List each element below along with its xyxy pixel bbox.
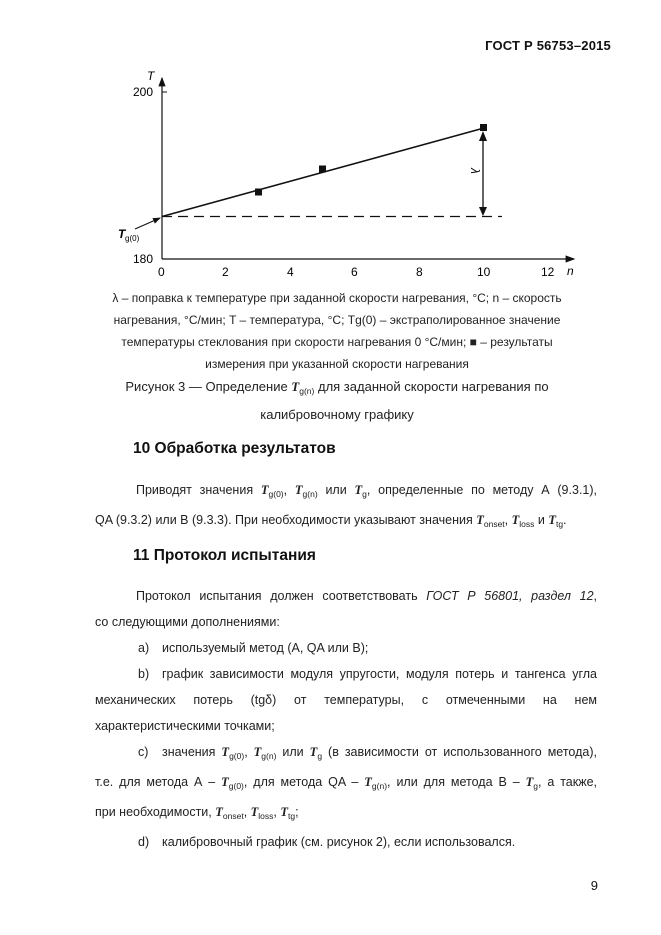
data-point-n5 xyxy=(319,166,326,173)
data-point-n3 xyxy=(255,189,262,196)
tg0-label-sub: g(0) xyxy=(125,234,140,243)
section-11-intro: Протокол испытания должен соответствовать ГОСТ Р 56801, раздел 12, xyxy=(136,589,597,603)
tg0-label: T xyxy=(118,227,126,241)
lambda-label: λ xyxy=(468,168,482,174)
x-tick-2: 2 xyxy=(222,265,229,279)
data-point-n10 xyxy=(480,124,487,131)
x-tick-6: 6 xyxy=(351,265,358,279)
x-axis-label: n xyxy=(567,264,574,278)
y-tick-200: 200 xyxy=(133,85,154,99)
figure-legend xyxy=(112,287,562,427)
legend-line-1: λ – поправка к температуре при заданной скорости нагревания, °C; n – скорость xyxy=(112,291,562,305)
gost-reference-link: ГОСТ Р 56801, раздел 12 xyxy=(426,589,594,603)
legend-line-3: температуры стеклования при скорости нагревания 0 °С/мин; ■ – результаты xyxy=(121,335,553,349)
y-tick-180: 180 xyxy=(133,252,154,266)
legend-line-2: нагревания, °С/мин; T – температура, °С; Tg(0) – экстраполированное значение xyxy=(113,313,561,327)
x-tick-8: 8 xyxy=(416,265,423,279)
section-11-body: Протокол испытания должен соответствовать ГОСТ Р 56801, раздел 12, со следующими дополнениями: a) используемый метод (A, QA или B); b) график зависимости модуля упругости, модуля потерь и тангенса угла механических потерь (tgδ) от температуры, с отмеченными на нем характеристическими точками; c) значения $T_{g(0)}$, $T_{g(n)}$ или $T_g$ (в зависимости от использованного метода), т.е. для метода А – $T_{g(0)}$, для метода QA – $T_{g(n)}$, или для метода В – $T_g$, а также, при необходимости, $T_{onset}$, $T_{loss}$, $T_{tg}$; d) калибровочный график (см. рисунок 2), если использовался. xyxy=(95,583,597,855)
list-item-b: b) график зависимости модуля упругости, модуля потерь и тангенса угла xyxy=(138,667,597,681)
list-item-c: c) значения $T_{g(0)}$, $T_{g(n)}$ или $T_g$ (в зависимости от использованного метода), xyxy=(138,745,597,761)
list-item-d: d) калибровочный график (см. рисунок 2), если использовался. xyxy=(138,835,516,849)
tg0-pointer xyxy=(135,218,160,229)
figure-title: Рисунок 3 — Определение $T_{g(n)}$ для заданной скорости нагревания по xyxy=(125,379,549,396)
calibration-chart-svg xyxy=(0,0,661,300)
x-tick-0: 0 xyxy=(158,265,165,279)
list-item-a: a) используемый метод (A, QA или B); xyxy=(138,641,369,655)
figure-title-line2: калибровочному графику xyxy=(260,407,414,422)
section-10-heading: 10 Обработка результатов xyxy=(133,440,336,457)
legend-line-4: измерения при указанной скорости нагревания xyxy=(205,357,469,371)
section-11-heading: 11 Протокол испытания xyxy=(133,547,316,564)
document-header-id: ГОСТ Р 56753–2015 xyxy=(485,38,611,53)
x-tick-10: 10 xyxy=(477,265,491,279)
page-number: 9 xyxy=(590,878,598,893)
x-tick-12: 12 xyxy=(541,265,555,279)
x-tick-4: 4 xyxy=(287,265,294,279)
section-10-paragraph: Приводят значения $T_{g(0)}$, $T_{g(n)}$ или $T_g$, определенные по методу А (9.3.1), QA (9.3.2) или B (9.3.3). При необходимости указывают значения $T_{onset}$, $T_{loss}$ и $T_{tg}$. xyxy=(95,483,597,529)
y-axis-label: T xyxy=(147,69,155,83)
